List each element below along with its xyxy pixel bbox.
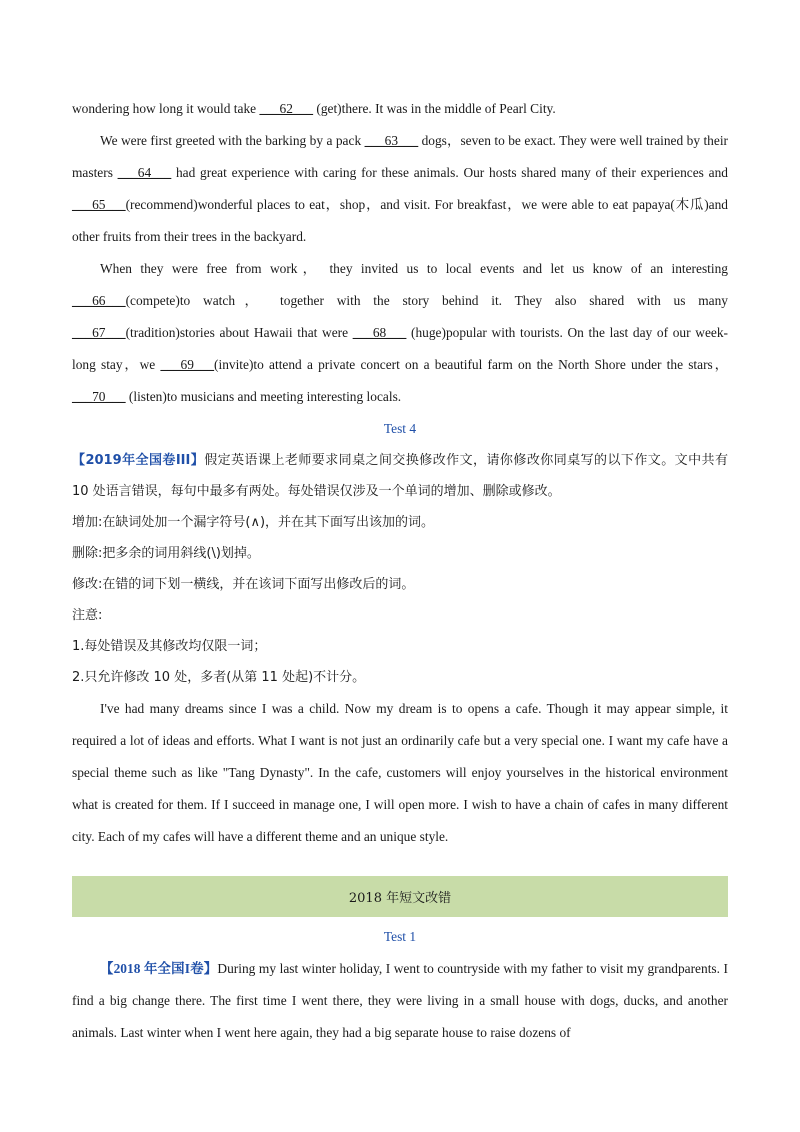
note-item-2: 2.只允许修改 10 处，多者(从第 11 处起)不计分。 (72, 670, 366, 685)
section-banner-title: 2018 年短文改错 (348, 891, 452, 906)
blank-62: ___62___ (259, 101, 314, 116)
test-4-title: Test 4 (383, 421, 417, 436)
blank-69: ___69___ (160, 357, 215, 372)
test-1-paragraph (72, 953, 728, 1049)
text-run: When they were free from work， they invited us to local events and let us know of an interesting (100, 261, 728, 276)
test-1-title: Test 1 (383, 929, 417, 944)
instruction-add: 增加:在缺词处加一个漏字符号(∧)，并在其下面写出该加的词。 (72, 515, 435, 530)
blank-68: ___68___ (352, 325, 407, 340)
instruction-delete: 删除:把多余的词用斜线(\)划掉。 (72, 546, 260, 561)
blank-63: ___63___ (364, 133, 419, 148)
blank-70: ___70___ (72, 389, 126, 404)
text-run: (listen)to musicians and meeting interesting locals. (125, 389, 402, 404)
essay-paragraph: I've had many dreams since I was a child. Now my dream is to opens a cafe. Though it may appear simple, it required a lot of ideas and efforts. What I want is not just an ordinarily cafe but a very special one. I want my cafe have a special theme such as like "Tang Dynasty". In the cafe, customers will enjoy yourselves in the historical environment what is created for them. If I succeed in manage one, I will open more. I wish to have a chain of cafes in many different city. Each of my cafes will have a different theme and an unique style. (72, 701, 728, 844)
instruction-modify: 修改:在错的词下划一横线，并在该词下面写出修改后的词。 (72, 577, 415, 592)
text-run: During my last winter holiday, I went to countryside with my father to visit my grandparents. I find a big change there. The first time I went there, they were living in a small house with dogs, ducks, and another animals. Last winter when I went here again, they had a big separate house to raise dozens of (72, 961, 729, 1040)
text-run: (get)there. It was in the middle of Pearl City. (313, 101, 556, 116)
source-tag: 【2019年全国卷III】 (72, 453, 205, 468)
note-item-1: 1.每处错误及其修改均仅限一词； (72, 639, 267, 654)
instruction-text: 假定英语课上老师要求同桌之间交换修改作文，请你修改你同桌写的以下作文。文中共有 10 处语言错误，每句中最多有两处。每处错误仅涉及一个单词的增加、删除或修改。 (72, 453, 728, 499)
passage-line-62 (72, 93, 728, 125)
blank-66: ___66___ (72, 293, 126, 308)
blank-67: ___67___ (72, 325, 126, 340)
section-banner-2018 (72, 876, 728, 917)
text-run: had great experience with caring for these animals. Our hosts shared many of their experiences and (171, 165, 728, 180)
passage-paragraph-2 (72, 125, 728, 253)
blank-64: ___64___ (117, 165, 172, 180)
text-run: (recommend)wonderful places to eat，shop，and visit. For breakfast，we were able to eat papaya(木瓜)and other fruits from their trees in the backyard. (72, 197, 728, 244)
text-run: (invite)to attend a private concert on a beautiful farm on the North Shore under the stars， (214, 357, 728, 372)
text-run: wondering how long it would take (72, 101, 260, 116)
source-tag: 【2018 年全国I卷】 (100, 961, 218, 976)
text-run: dogs，seven to be exact. They were well trained by their masters (72, 133, 728, 180)
test-4-intro (72, 445, 728, 507)
text-run: We were first greeted with the barking by a pack (100, 133, 365, 148)
text-run: (compete)to watch， together with the story behind it. They also shared with us many (125, 293, 728, 308)
blank-65: ___65___ (72, 197, 126, 212)
document-page (72, 93, 728, 1049)
text-run: (huge)popular with tourists. On the last day of our week-long stay，we (72, 325, 728, 372)
passage-paragraph-3 (72, 253, 728, 413)
text-run: (tradition)stories about Hawaii that were (125, 325, 353, 340)
note-heading: 注意: (72, 608, 103, 623)
